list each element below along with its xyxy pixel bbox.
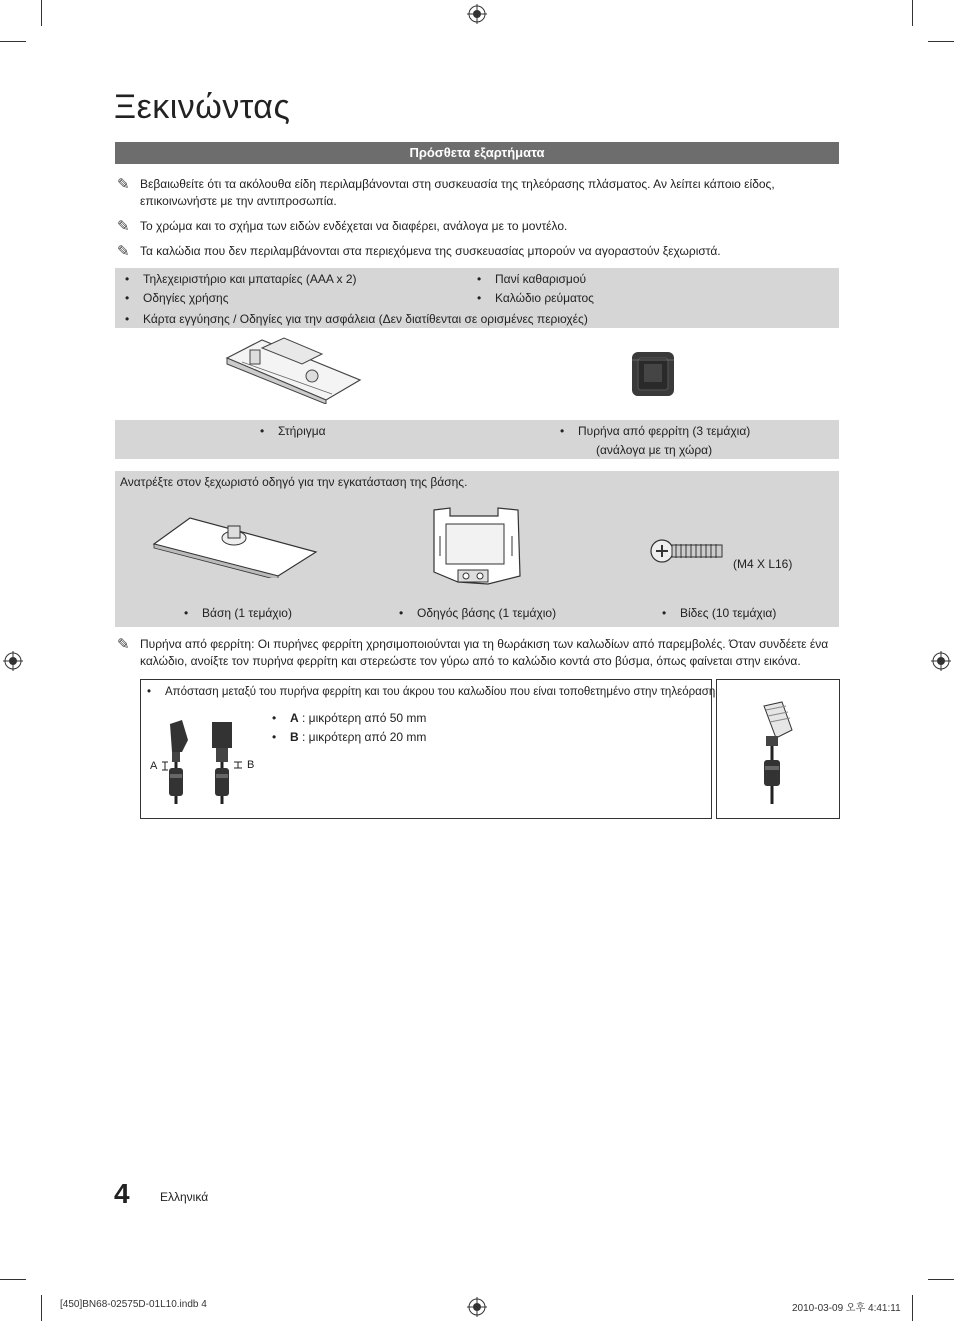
- page-number: 4: [114, 1178, 130, 1209]
- note-ferrite-core: ✎ Πυρήνα από φερρίτη: Οι πυρήνες φερρίτη χρησιμοποιούνται για τη θωράκιση των καλωδίων από παρεμβολές. Όταν συνδέετε ένα καλώδιο, ανοίξτε τον πυρήνα φερρίτη και στερεώστε τον γύρω από το καλώδιο κοντά στο βύσμα, όπως φαίνεται στην εικόνα.: [117, 636, 829, 668]
- footer-date: 2010-03-09 오후 4:41:11: [792, 1303, 901, 1314]
- crop-mark: [41, 0, 42, 26]
- screw-size: (M4 X L16): [733, 557, 793, 571]
- fig-label-b: B: [247, 759, 255, 771]
- registration-mark-icon: [467, 1297, 487, 1317]
- note-cables: ✎ Τα καλώδια που δεν περιλαμβάνονται στα περιεχόμενα της συσκευασίας μπορούν να αγοραστούν ξεχωριστά.: [117, 243, 721, 260]
- crop-mark: [41, 1295, 42, 1321]
- stand-intro: Ανατρέξτε στον ξεχωριστό οδηγό για την εγκατάσταση της βάσης.: [120, 475, 468, 489]
- section-title: Πρόσθετα εξαρτήματα: [115, 142, 839, 164]
- stand-guide-illustration: [428, 506, 524, 588]
- ferrite-country-note: (ανάλογα με τη χώρα): [596, 443, 713, 457]
- note-color-shape: ✎ Το χρώμα και το σχήμα των ειδών ενδέχεται να διαφέρει, ανάλογα με το μοντέλο.: [117, 218, 568, 235]
- pencil-note-icon: ✎: [117, 636, 130, 653]
- scart-cable-illustration: [752, 700, 802, 806]
- note-contents-check: ✎ Βεβαιωθείτε ότι τα ακόλουθα είδη περιλαμβάνονται στη συσκευασία της τηλεόρασης πλάσματος. Αν λείπει κάποιο είδος, επικοινωνήστε με την αντιπροσωπία.: [117, 176, 775, 208]
- list-item: • Βάση (1 τεμάχιο): [184, 606, 292, 620]
- registration-mark-icon: [931, 651, 951, 671]
- registration-mark-icon: [3, 651, 23, 671]
- ferrite-core-illustration: [630, 350, 676, 398]
- pencil-note-icon: ✎: [117, 176, 130, 193]
- ferrite-distance-illustration: [160, 718, 250, 806]
- list-item: • Βίδες (10 τεμάχια): [662, 606, 777, 620]
- registration-mark-icon: [467, 4, 487, 24]
- list-item: • Τηλεχειριστήριο και μπαταρίες (AAA x 2): [125, 272, 357, 286]
- language-label: Ελληνικά: [160, 1190, 209, 1204]
- holder-illustration: [222, 336, 362, 404]
- screw-illustration: [650, 534, 726, 568]
- list-item: • Πυρήνα από φερρίτη (3 τεμάχια): [560, 424, 751, 438]
- distance-header: • Απόσταση μεταξύ του πυρήνα φερρίτη και του άκρου του καλωδίου που είναι τοποθετημένο στην τηλεόραση: [147, 686, 716, 698]
- pencil-note-icon: ✎: [117, 218, 130, 235]
- list-item: • Οδηγίες χρήσης: [125, 291, 229, 305]
- stand-base-illustration: [150, 512, 320, 578]
- list-item: • Κάρτα εγγύησης / Οδηγίες για την ασφάλεια (Δεν διατίθενται σε ορισμένες περιοχές): [125, 312, 588, 326]
- list-item: • Καλώδιο ρεύματος: [477, 291, 594, 305]
- crop-mark: [928, 1279, 954, 1280]
- distance-b: • B : μικρότερη από 20 mm: [272, 730, 427, 744]
- pencil-note-icon: ✎: [117, 243, 130, 260]
- list-item: • Οδηγός βάσης (1 τεμάχιο): [399, 606, 557, 620]
- fig-label-a: A: [150, 760, 158, 772]
- page-title: Ξεκινώντας: [114, 88, 291, 126]
- crop-mark: [0, 1279, 26, 1280]
- list-item: • Στήριγμα: [260, 424, 326, 438]
- distance-a: • A : μικρότερη από 50 mm: [272, 711, 427, 725]
- crop-mark: [912, 1295, 913, 1321]
- footer-file: [450]BN68-02575D-01L10.indb 4: [60, 1299, 207, 1310]
- crop-mark: [912, 0, 913, 26]
- crop-mark: [928, 41, 954, 42]
- list-item: • Πανί καθαρισμού: [477, 272, 587, 286]
- crop-mark: [0, 41, 26, 42]
